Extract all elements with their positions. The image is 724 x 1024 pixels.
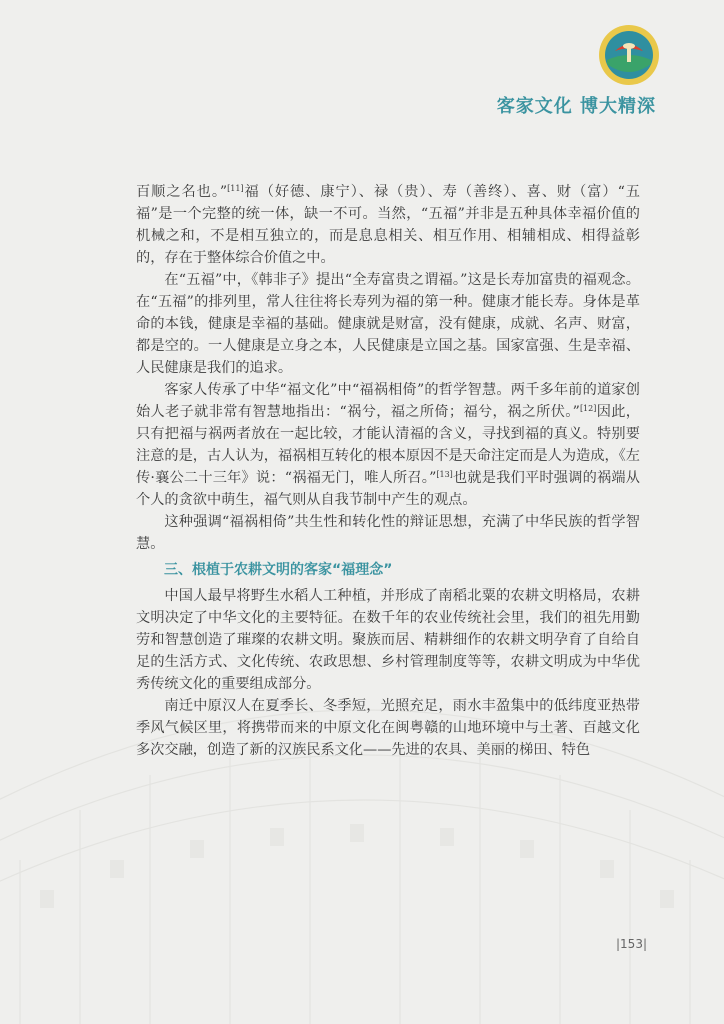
article-body (136, 181, 640, 761)
footnote-ref-13[interactable]: [13] (436, 470, 453, 479)
footnote-ref-11[interactable]: [11] (227, 184, 244, 193)
page-number: |153| (616, 937, 647, 951)
paragraph-5: 中国人最早将野生水稻人工种植，并形成了南稻北粟的农耕文明格局，农耕文明决定了中华文化的主要特征。在数千年的农业传统社会里，我们的祖先用勤劳和智慧创造了璀璨的农耕文明。聚族而居、精耕细作的农耕文明孕育了自给自足的生活方式、文化传统、农政思想、乡村管理制度等等，农耕文明成为中华优秀传统文化的重要组成部分。 (136, 588, 640, 692)
paragraph-2: 在“五福”中，《韩非子》提出“全寿富贵之谓福。”这是长寿加富贵的福观念。在“五福”的排列里，常人往往将长寿列为福的第一种。健康才能长寿。身体是革命的本钱，健康是幸福的基础。健康就是财富，没有健康，成就、名声、财富，都是空的。一人健康是立身之本，人民健康是立国之基。国家富强、生是幸福、人民健康是我们的追求。 (136, 272, 640, 376)
series-brand-title: 客家文化 博大精深 (496, 96, 656, 117)
paragraph-3: 客家人传承了中华“福文化”中“福祸相倚”的哲学智慧。两千多年前的道家创始人老子就非常有智慧地指出：“祸兮，福之所倚；福兮，祸之所伏。”[12]因此，只有把福与祸两者放在一起比较，才能认清福的含义，寻找到福的真义。特别要注意的是，古人认为，福祸相互转化的根本原因不是天命注定而是人为造成，《左传·襄公二十三年》说：“祸福无门，唯人所召。”[13]也就是我们平时强调的祸端从个人的贪欲中萌生，福气则从自我节制中产生的观点。 (136, 382, 640, 508)
footnote-ref-12[interactable]: [12] (579, 404, 597, 413)
section-heading: 三、根植于农耕文明的客家“福理念” (164, 562, 393, 578)
paragraph-4: 这种强调“福祸相倚”共生性和转化性的辩证思想，充满了中华民族的哲学智慧。 (136, 514, 640, 552)
paragraph-6: 南迁中原汉人在夏季长、冬季短，光照充足，雨水丰盈集中的低纬度亚热带季风气候区里，将携带而来的中原文化在闽粤赣的山地环境中与土著、百越文化多次交融，创造了新的汉族民系文化——先进的农具、美丽的梯田、特色 (136, 698, 640, 758)
hakka-culture-emblem (598, 24, 660, 86)
paragraph-1: 百顺之名也。”[11]福（好德、康宁）、禄（贵）、寿（善终）、喜、财（富）“五福”是一个完整的统一体，缺一不可。当然，“五福”并非是五种具体幸福价值的机械之和，不是相互独立的，而是息息相关、相互作用、相辅相成、相得益彰的，存在于整体综合价值之中。 (136, 184, 640, 266)
